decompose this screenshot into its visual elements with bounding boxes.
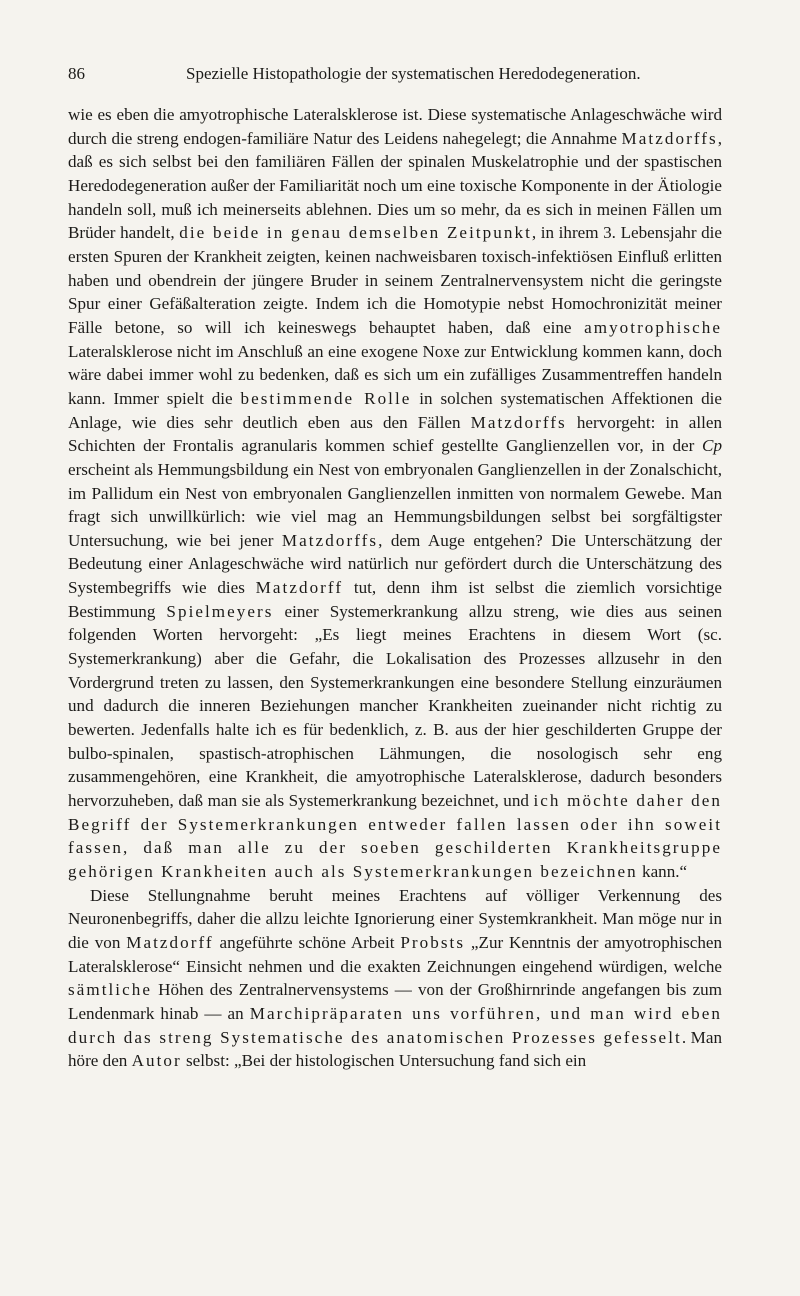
body-text [68,103,722,1073]
emphasized-text: die beide in genau demselben Zeitpunkt [179,223,532,243]
paragraph [68,884,722,1073]
running-title: Spezielle Histopathologie der systematischen Heredodegeneration. [186,64,641,83]
text-run: „Zur Kenntnis der amyotrophischen Lateralsklerose“ Einsicht nehmen und die exakten Zeichnungen eingehend würdigen, welche [68,932,722,976]
emphasized-text: Matzdorffs [470,412,567,432]
text-run: . Man höre den [68,1027,722,1071]
text-run: in solchen systematischen Affektionen die Anlage, wie dies sehr deutlich eben aus den Fällen [68,388,723,432]
text-run: Lateralsklerose nicht im Anschluß an eine exogene Noxe zur Entwicklung kommen kann, doch wäre dabei immer wohl zu bedenken, daß es sich um ein zufälliges Zusammentreffen handeln kann. Immer spielt die [68,341,722,408]
emphasized-text: amyotrophische [584,317,722,337]
paragraph [68,103,722,884]
text-run: , dem Auge entgehen? Die Unterschätzung der Bedeutung einer Anlageschwäche wird natürlich nur gefördert durch die Unterschätzung des Systembegriffs wie dies [68,530,722,598]
emphasized-text: Matzdorff [255,578,344,598]
text-run: kann.“ [637,862,688,881]
emphasized-text: Probsts [400,932,466,952]
emphasized-text: Matzdorffs [281,530,379,550]
emphasized-text: Marchipräparaten uns vorführen, und man wird eben durch das streng Systematische des anatomischen Prozesses gefesselt [68,1003,722,1047]
emphasized-text: bestimmende Rolle [240,388,412,408]
text-run: , in ihrem 3. Lebensjahr die ersten Spuren der Krankheit zeigten, keinen nachweisbaren toxisch-infektiösen Einfluß erlitten haben und obendrein der jüngere Bruder in seinem Zentralnervensystem nicht die geringste Spur einer Gefäßalteration zeigte. Indem ich die Homotypie nebst Homochronizität meiner Fälle betone, so will ich keineswegs behauptet haben, daß eine [68,223,722,337]
text-run: , daß es sich selbst bei den familiären Fällen der spinalen Muskelatrophie und der spastischen Heredodegeneration außer der Familiarität noch um eine toxische Komponente in der Ätiologie handeln soll, muß ich meinerseits ablehnen. Dies um so mehr, da es sich in meinen Fällen um Brüder handelt, [68,128,722,243]
emphasized-text: Matzdorffs [621,128,718,148]
text-run: selbst: „Bei der histologischen Untersuchung fand sich ein [181,1051,587,1071]
emphasized-text: Matzdorff [126,932,214,952]
italic-text: Cp [702,436,722,456]
emphasized-text: sämtliche [68,980,152,1000]
text-run: wie es eben die amyotrophische Lateralsklerose ist. Diese systematische Anlageschwäche wird durch die streng endogen-familiäre Natur des Leidens nahegelegt; die Annahme [68,105,722,148]
text-run: hervorgeht: in allen Schichten der Frontalis agranularis kommen schief gestellte Ganglienzellen vor, in der [68,412,722,456]
text-run: Höhen des Zentralnervensystems — von der Großhirnrinde angefangen bis zum Lendenmark hinab — an [68,980,722,1023]
text-run: angeführte schöne Arbeit [213,932,401,952]
running-header [68,62,722,86]
emphasized-text: Spielmeyers [166,601,274,621]
page-number: 86 [68,64,85,83]
emphasized-text: ich möchte daher den Begriff der Systemerkrankungen entweder fallen lassen oder ihn soweit fassen, daß man alle zu der soeben geschilderten Krankheitsgruppe gehörigen Krankheiten auch als Systemerkrankungen bezeichnen [68,791,723,881]
text-run: tut, denn ihm ist selbst die ziemlich vorsichtige Bestimmung [68,578,722,621]
text-run: Diese Stellungnahme beruht meines Erachtens auf völliger Verkennung des Neuronenbegriffs, daher die allzu leichte Ignorierung einer Systemkrankheit. Man möge nur in die von [68,885,722,952]
text-run: einer Systemerkrankung allzu streng, wie dies aus seinen folgenden Worten hervorgeht: „Es liegt meines Erachtens in diesem Wort (sc. Systemerkrankung) aber die Gefahr, die Lokalisation des Prozesses allzusehr in den Vordergrund treten zu lassen, den Systemerkrankungen eine besondere Stellung einzuräumen und dadurch die inneren Beziehungen mancher Krankheiten zueinander nicht richtig zu bewerten. Jedenfalls halte ich es für bedenklich, z. B. aus der hier geschilderten Gruppe der bulbo-spinalen, spastisch-atrophischen Lähmungen, die nosologisch sehr eng zusammengehören, eine Krankheit, die amyotrophische Lateralsklerose, dadurch besonders hervorzuheben, daß man sie als Systemerkrankung bezeichnet, und [68,601,722,811]
text-run: erscheint als Hemmungsbildung ein Nest von embryonalen Ganglienzellen in der Zonalschicht, im Pallidum ein Nest von embryonalen Ganglienzellen inmitten von normalem Gewebe. Man fragt sich unwillkürlich: wie viel mag an Hemmungsbildungen selbst bei sorgfältigster Untersuchung, wie bei jener [68,459,722,550]
emphasized-text: Autor [131,1051,182,1071]
